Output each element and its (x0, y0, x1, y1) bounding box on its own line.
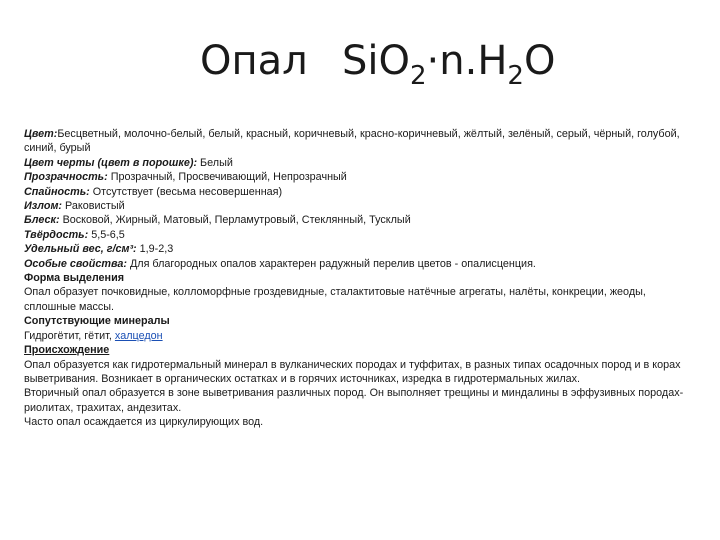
formula-si: Si (342, 38, 379, 84)
prop-hardness (24, 228, 696, 242)
formula-o-end: O (523, 38, 556, 84)
formula-o: O (378, 38, 410, 84)
chemical-formula (342, 38, 555, 91)
origin-paragraph-3: Часто опал осаждается из циркулирующих вод. (24, 416, 264, 429)
section-heading-origin: Происхождение (24, 344, 110, 357)
prop-label: Блеск: (24, 214, 60, 227)
origin-paragraph-1: Опал образуется как гидротермальный минерал в вулканических породах и туффитах, в разных типах осадочных пород и в корах выветривания. Возникает в органических остатках и в горячих источниках, изредка в гидротермальных жилах. (24, 358, 681, 385)
prop-value: Отсутствует (весьма несовершенная) (92, 185, 283, 198)
prop-value: Прозрачный, Просвечивающий, Непрозрачный (110, 171, 347, 184)
prop-value: Восковой, Жирный, Матовый, Перламутровый, Стеклянный, Тусклый (62, 214, 411, 227)
prop-value: Раковистый (65, 200, 125, 213)
origin-paragraph-2: Вторичный опал образуется в зоне выветривания различных пород. Он выполняет трещины и миндалины в эффузивных породах-риолитах, трахитах, андезитах. (24, 387, 684, 414)
associated-text: Гидрогётит, гётит, (24, 329, 112, 342)
prop-label: Излом: (24, 200, 63, 213)
mineral-description (24, 127, 696, 430)
section-heading-associated: Сопутствующие минералы (24, 315, 170, 328)
prop-special (24, 257, 696, 271)
associated-minerals (24, 329, 696, 343)
prop-label: Цвет черты (цвет в порошке): (24, 156, 198, 169)
prop-streak (24, 156, 696, 170)
section-heading-form: Форма выделения (24, 272, 125, 285)
prop-color (24, 127, 696, 156)
mineral-name: Опал (200, 38, 308, 84)
prop-luster (24, 213, 696, 227)
prop-label: Удельный вес, г/см³: (24, 243, 137, 256)
prop-label: Спайность: (24, 185, 90, 198)
formula-sub-2a: 2 (410, 61, 427, 91)
prop-label: Цвет: (24, 128, 58, 140)
prop-transparency (24, 170, 696, 184)
formula-sub-2b: 2 (507, 61, 524, 91)
formula-dot-n-h: ·n.H (426, 38, 508, 84)
prop-value: Для благородных опалов характерен радужный перелив цветов - опалисценция. (129, 257, 536, 270)
prop-label: Прозрачность: (24, 171, 108, 184)
section-text-form: Опал образует почковидные, колломорфные гроздевидные, сталактитовые натёчные агрегаты, налёты, конкреции, жеоды, сплошные массы. (24, 286, 646, 313)
prop-label: Твёрдость: (24, 228, 89, 241)
prop-value: 5,5-6,5 (91, 228, 125, 241)
prop-cleavage (24, 185, 696, 199)
prop-density (24, 242, 696, 256)
prop-fracture (24, 199, 696, 213)
prop-value: 1,9-2,3 (139, 243, 174, 256)
prop-label: Особые свойства: (24, 257, 127, 270)
prop-value: Бесцветный, молочно-белый, белый, красный, коричневый, красно-коричневый, жёлтый, зелёный, серый, чёрный, голубой, синий, бурый (24, 128, 680, 155)
prop-value: Белый (200, 156, 233, 169)
chalcedony-link[interactable]: халцедон (114, 329, 163, 342)
